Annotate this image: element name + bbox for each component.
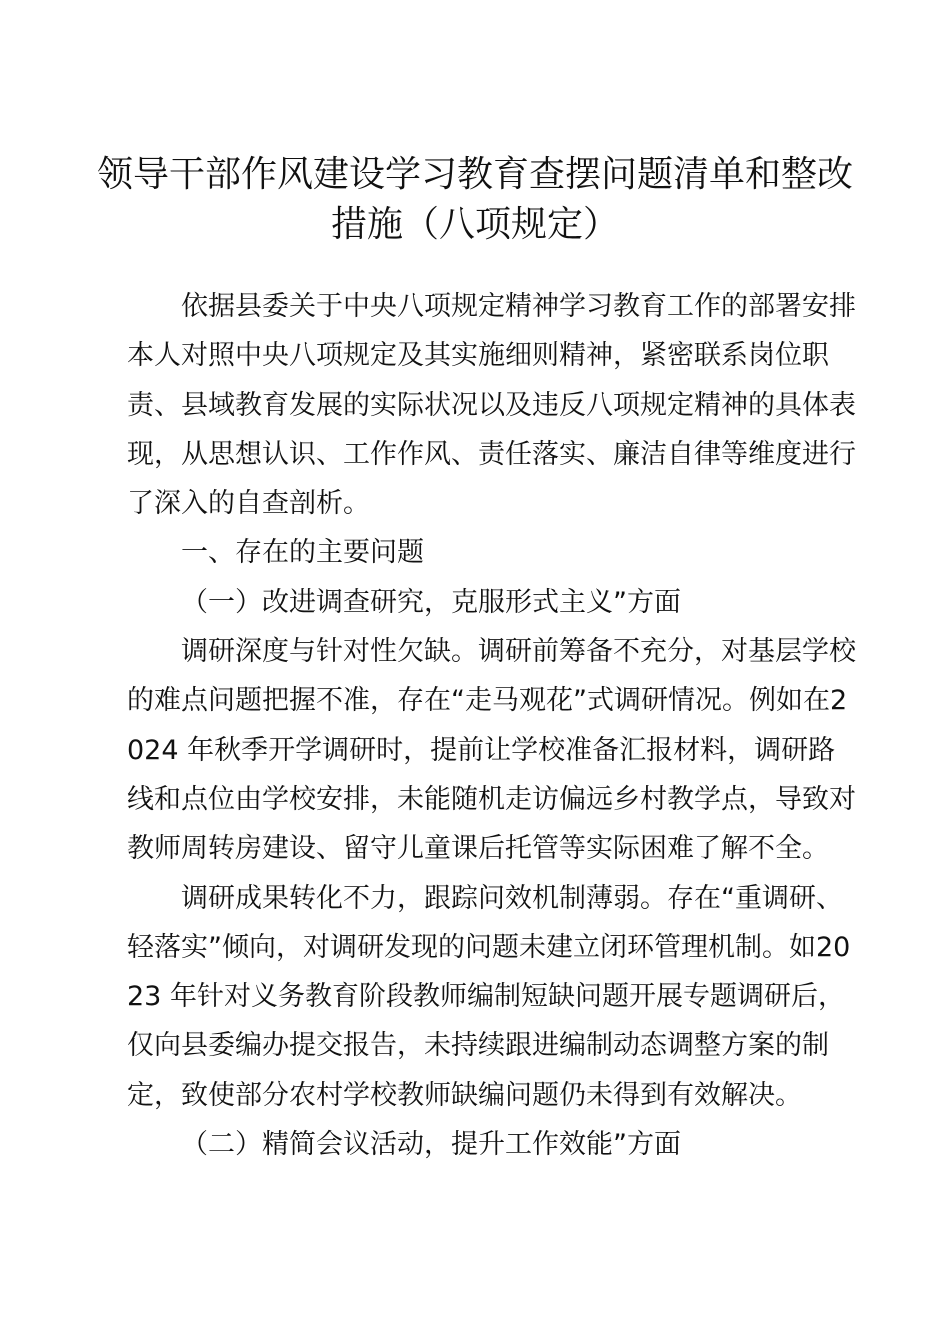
document-title: 领导干部作风建设学习教育查摆问题清单和整改措施（八项规定） — [96, 154, 853, 245]
intro-paragraph: 依据县委关于中央八项规定精神学习教育工作的部署安排本人对照中央八项规定及其实施细则精神，紧密联系岗位职责、县域教育发展的实际状况以及违反八项规定精神的具体表现，从思想认识、工作作风、责任落实、廉洁自律等维度进行了深入的自查剖析。 — [127, 291, 856, 520]
section-heading-main-problems: 一、存在的主要问题 — [181, 537, 424, 569]
paragraph-research-results: 调研成果转化不力，跟踪问效机制薄弱。存在“重调研、轻落实”倾向，对调研发现的问题未建立闭环管理机制。如2023 年针对义务教育阶段教师编制短缺问题开展专题调研后，仅向县委编办提交报告，未持续跟进编制动态调整方案的制定，致使部分农村学校教师缺编问题仍未得到有效解决。 — [127, 882, 851, 1111]
paragraph-research-depth: 调研深度与针对性欠缺。调研前筹备不充分，对基层学校的难点问题把握不准，存在“走马观花”式调研情况。例如在2024 年秋季开学调研时，提前让学校准备汇报材料，调研路线和点位由学校安排，未能随机走访偏远乡村教学点，导致对教师周转房建设、留守儿童课后托管等实际困难了解不全。 — [127, 636, 856, 865]
document-body — [127, 282, 857, 1169]
subsection-heading-research: （一）改进调查研究，克服形式主义”方面 — [181, 586, 681, 618]
subsection-heading-meetings: （二）精简会议活动，提升工作效能”方面 — [181, 1129, 681, 1161]
